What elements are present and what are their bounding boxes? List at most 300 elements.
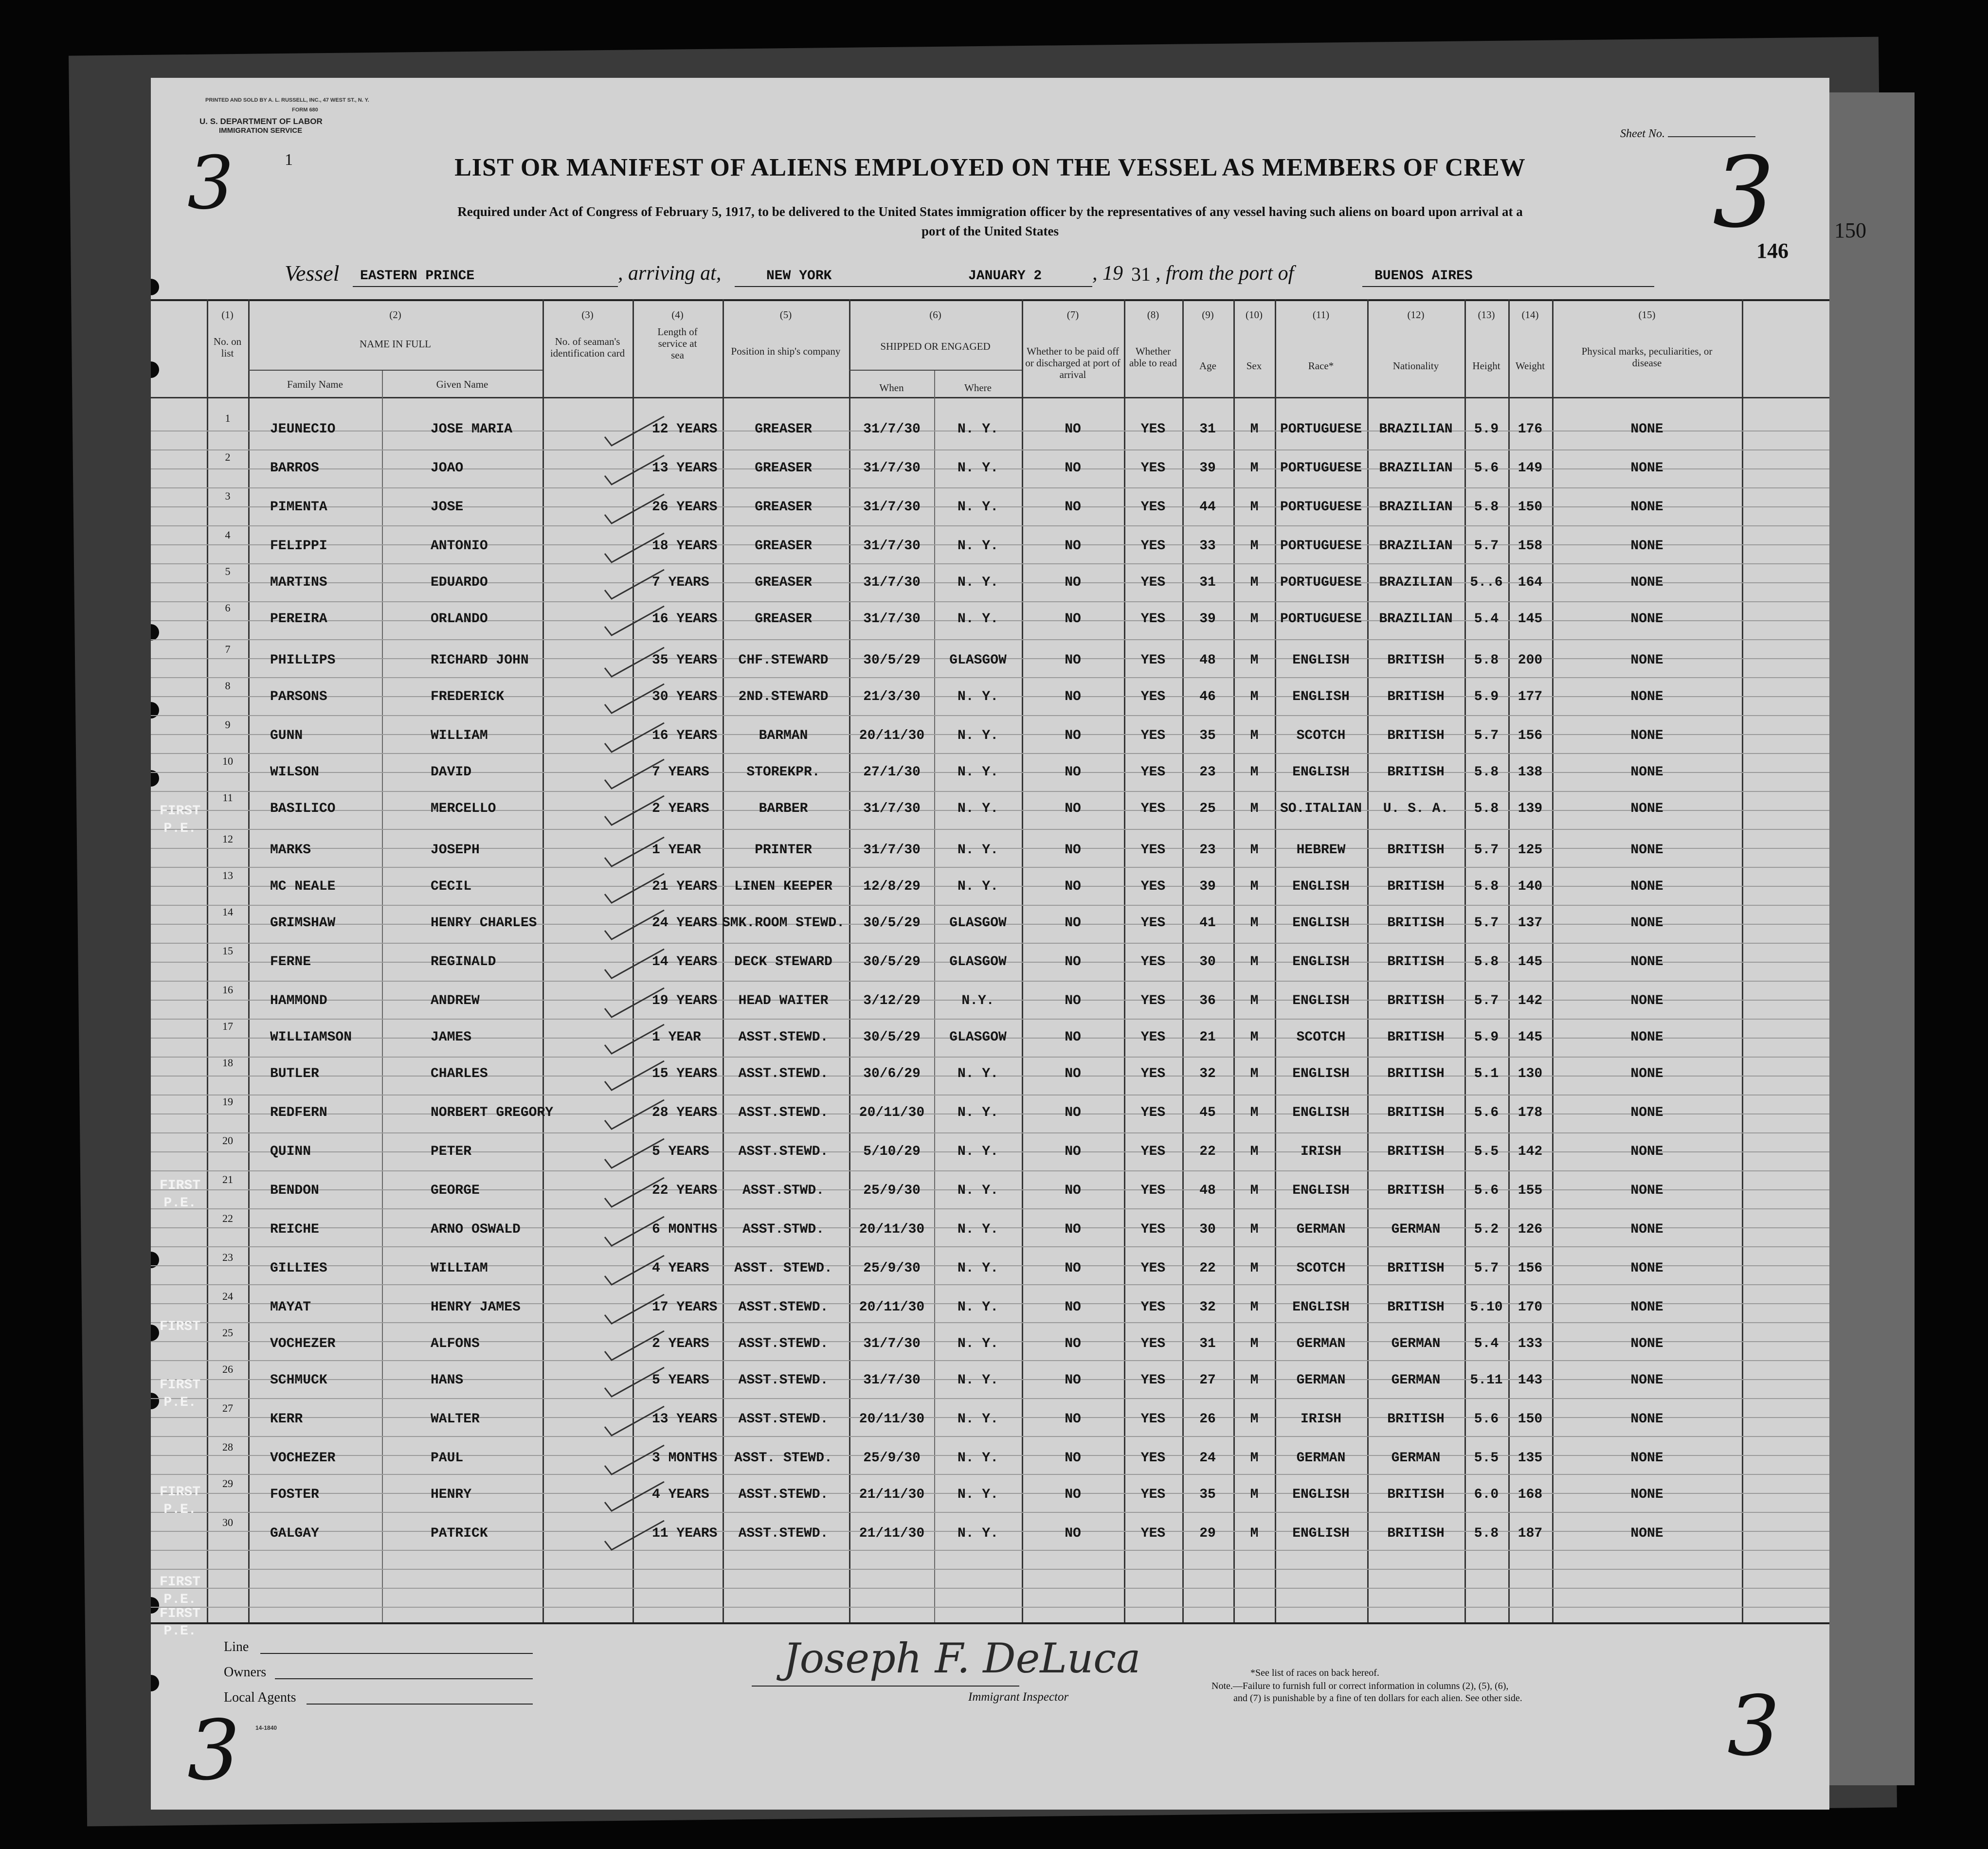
cell-able-to-read: YES xyxy=(1140,1261,1166,1276)
ruled-line xyxy=(151,715,1829,716)
cell-service: 16 YEARS xyxy=(652,728,718,743)
punch-hole xyxy=(151,1675,159,1691)
cell-when: 20/11/30 xyxy=(859,728,925,743)
signature-rule xyxy=(752,1686,1019,1687)
cell-where: N. Y. xyxy=(957,1144,999,1159)
cell-weight: 187 xyxy=(1518,1526,1543,1541)
cell-physical-marks: NONE xyxy=(1630,461,1663,476)
header-col7-num: (7) xyxy=(1066,309,1079,321)
check-mark-icon xyxy=(601,1328,669,1362)
footer-agents-rule xyxy=(307,1704,533,1705)
header-col5-num: (5) xyxy=(779,309,792,321)
cell-where: N. Y. xyxy=(957,1451,999,1466)
cell-service: 1 YEAR xyxy=(652,843,701,858)
cell-age: 46 xyxy=(1199,689,1216,704)
column-divider xyxy=(1275,299,1276,1622)
punch-hole xyxy=(151,361,159,378)
cell-position: ASST.STEWD. xyxy=(738,1526,829,1541)
corner-number-bottom-left: 3 xyxy=(187,1703,240,1799)
cell-nationality: BRAZILIAN xyxy=(1379,422,1453,437)
check-mark-icon xyxy=(601,413,669,448)
cell-nationality: BRITISH xyxy=(1387,954,1445,969)
corner-number-top-left: 3 xyxy=(187,141,234,226)
cell-weight: 145 xyxy=(1518,954,1543,969)
cell-position: GREASER xyxy=(755,539,812,554)
cell-paid-off: NO xyxy=(1065,1183,1081,1198)
cell-given-name: HENRY CHARLES xyxy=(431,916,537,931)
cell-no: 22 xyxy=(222,1212,233,1224)
margin-note xyxy=(156,803,204,838)
cell-weight: 133 xyxy=(1518,1336,1543,1351)
cell-race: ENGLISH xyxy=(1292,1487,1350,1502)
cell-no: 7 xyxy=(225,643,231,655)
cell-race: GERMAN xyxy=(1296,1451,1346,1466)
cell-position: BARMAN xyxy=(759,728,808,743)
cell-given-name: PETER xyxy=(431,1144,472,1159)
cell-sex: M xyxy=(1250,1487,1259,1502)
cell-when: 31/7/30 xyxy=(863,1373,921,1388)
cell-no: 18 xyxy=(222,1057,233,1069)
cell-nationality: BRITISH xyxy=(1387,879,1445,894)
cell-age: 45 xyxy=(1199,1105,1216,1120)
cell-when: 20/11/30 xyxy=(859,1412,925,1427)
cell-no: 4 xyxy=(225,529,231,541)
vessel-name: EASTERN PRINCE xyxy=(360,269,475,284)
ruled-line xyxy=(151,943,1829,944)
cell-given-name: REGINALD xyxy=(431,954,496,969)
cell-physical-marks: NONE xyxy=(1630,728,1663,743)
cell-service: 5 YEARS xyxy=(652,1373,709,1388)
cell-position: SMK.ROOM STEWD. xyxy=(722,916,845,931)
ruled-line xyxy=(151,449,1829,450)
cell-race: ENGLISH xyxy=(1292,1526,1350,1541)
footer-agents-label: Local Agents xyxy=(224,1690,296,1705)
cell-sex: M xyxy=(1250,1105,1259,1120)
cell-sex: M xyxy=(1250,422,1259,437)
cell-no: 11 xyxy=(222,791,233,804)
ruled-line xyxy=(151,791,1829,792)
cell-physical-marks: NONE xyxy=(1630,1526,1663,1541)
margin-note-line-2: P.E. xyxy=(163,1624,197,1639)
cell-where: N. Y. xyxy=(957,1487,999,1502)
cell-height: 5.6 xyxy=(1474,1412,1499,1427)
header-where: Where xyxy=(964,382,992,394)
cell-race: GERMAN xyxy=(1296,1336,1346,1351)
cell-position: ASST.STEWD. xyxy=(738,1144,829,1159)
cell-race: ENGLISH xyxy=(1292,1066,1350,1081)
cell-physical-marks: NONE xyxy=(1630,653,1663,668)
cell-physical-marks: NONE xyxy=(1630,1373,1663,1388)
cell-nationality: BRITISH xyxy=(1387,843,1445,858)
cell-weight: 177 xyxy=(1518,689,1543,704)
cell-sex: M xyxy=(1250,1373,1259,1388)
cell-when: 20/11/30 xyxy=(859,1105,925,1120)
cell-position: ASST. STEWD. xyxy=(734,1261,832,1276)
cell-nationality: BRITISH xyxy=(1387,689,1445,704)
cell-weight: 145 xyxy=(1518,1030,1543,1045)
cell-height: 5.8 xyxy=(1474,765,1499,780)
cell-sex: M xyxy=(1250,611,1259,627)
cell-position: 2ND.STEWARD xyxy=(738,689,829,704)
margin-note-line-1: FIRST xyxy=(159,1485,200,1500)
cell-age: 22 xyxy=(1199,1261,1216,1276)
footer-note-penalty-2: and (7) is punishable by a fine of ten dollars for each alien. See other side. xyxy=(1233,1693,1522,1704)
punch-hole xyxy=(151,279,159,295)
cell-given-name: PAUL xyxy=(431,1451,464,1466)
cell-weight: 168 xyxy=(1518,1487,1543,1502)
cell-race: SCOTCH xyxy=(1296,1261,1346,1276)
cell-service: 11 YEARS xyxy=(652,1526,718,1541)
header-col15: Physical marks, peculiarities, or disease xyxy=(1581,345,1713,369)
cell-nationality: BRITISH xyxy=(1387,1183,1445,1198)
cell-height: 5.10 xyxy=(1470,1300,1503,1315)
cell-service: 17 YEARS xyxy=(652,1300,718,1315)
check-mark-icon xyxy=(601,1214,669,1248)
cell-weight: 138 xyxy=(1518,765,1543,780)
cell-race: ENGLISH xyxy=(1292,689,1350,704)
page-number-146: 146 xyxy=(1756,239,1789,263)
cell-able-to-read: YES xyxy=(1140,801,1166,816)
cell-family-name: MARTINS xyxy=(270,575,327,590)
cell-physical-marks: NONE xyxy=(1630,500,1663,515)
cell-weight: 178 xyxy=(1518,1105,1543,1120)
cell-height: 5.7 xyxy=(1474,843,1499,858)
cell-age: 24 xyxy=(1199,1451,1216,1466)
cell-no: 29 xyxy=(222,1477,233,1490)
cell-sex: M xyxy=(1250,1300,1259,1315)
cell-family-name: MC NEALE xyxy=(270,879,336,894)
cell-able-to-read: YES xyxy=(1140,1526,1166,1541)
margin-note-line-1: FIRST xyxy=(159,1606,200,1621)
cell-physical-marks: NONE xyxy=(1630,765,1663,780)
cell-service: 22 YEARS xyxy=(652,1183,718,1198)
ruled-line xyxy=(151,487,1829,488)
cell-nationality: BRITISH xyxy=(1387,1066,1445,1081)
cell-given-name: FREDERICK xyxy=(431,689,505,704)
cell-weight: 140 xyxy=(1518,879,1543,894)
ruled-line xyxy=(151,563,1829,564)
cell-given-name: WILLIAM xyxy=(431,728,488,743)
cell-when: 31/7/30 xyxy=(863,1336,921,1351)
ruled-line xyxy=(151,905,1829,906)
cell-given-name: JAMES xyxy=(431,1030,472,1045)
cell-race: PORTUGUESE xyxy=(1280,422,1362,437)
cell-sex: M xyxy=(1250,689,1259,704)
cell-service: 12 YEARS xyxy=(652,422,718,437)
column-divider xyxy=(723,299,724,1622)
cell-paid-off: NO xyxy=(1065,954,1081,969)
cell-where: N. Y. xyxy=(957,422,999,437)
header-col12: Nationality xyxy=(1392,360,1439,372)
cell-able-to-read: YES xyxy=(1140,954,1166,969)
cell-no: 6 xyxy=(225,602,231,614)
margin-note-line-2: P.E. xyxy=(163,1502,197,1517)
cell-sex: M xyxy=(1250,1183,1259,1198)
cell-position: ASST.STEWD. xyxy=(738,1412,829,1427)
cell-height: 5.8 xyxy=(1474,653,1499,668)
cell-able-to-read: YES xyxy=(1140,765,1166,780)
cell-age: 22 xyxy=(1199,1144,1216,1159)
cell-age: 31 xyxy=(1199,1336,1216,1351)
cell-position: GREASER xyxy=(755,575,812,590)
cell-service: 24 YEARS xyxy=(652,916,718,931)
cell-position: ASST.STEWD. xyxy=(738,1487,829,1502)
cell-given-name: RICHARD JOHN xyxy=(431,653,529,668)
cell-paid-off: NO xyxy=(1065,611,1081,627)
margin-note-line-2: P.E. xyxy=(163,1196,197,1211)
cell-paid-off: NO xyxy=(1065,1373,1081,1388)
header-col11-num: (11) xyxy=(1312,309,1330,321)
cell-weight: 170 xyxy=(1518,1300,1543,1315)
cell-age: 30 xyxy=(1199,1222,1216,1237)
cell-family-name: WILLIAMSON xyxy=(270,1030,352,1045)
cell-where: N. Y. xyxy=(957,539,999,554)
column-divider xyxy=(934,370,935,1622)
cell-age: 26 xyxy=(1199,1412,1216,1427)
cell-position: ASST.STWD. xyxy=(742,1222,825,1237)
cell-family-name: PEREIRA xyxy=(270,611,327,627)
cell-able-to-read: YES xyxy=(1140,916,1166,931)
cell-where: N. Y. xyxy=(957,689,999,704)
date-underline xyxy=(932,286,1092,287)
cell-position: ASST.STEWD. xyxy=(738,1300,829,1315)
cell-position: DECK STEWARD xyxy=(734,954,832,969)
cell-weight: 156 xyxy=(1518,728,1543,743)
check-mark-icon xyxy=(601,491,669,525)
cell-service: 4 YEARS xyxy=(652,1261,709,1276)
cell-when: 31/7/30 xyxy=(863,801,921,816)
cell-physical-marks: NONE xyxy=(1630,1336,1663,1351)
ruled-line xyxy=(151,1170,1829,1171)
cell-paid-off: NO xyxy=(1065,993,1081,1008)
cell-where: GLASGOW xyxy=(949,954,1007,969)
cell-height: 5.6 xyxy=(1474,1105,1499,1120)
cell-family-name: VOCHEZER xyxy=(270,1336,336,1351)
ruled-line xyxy=(151,1057,1829,1058)
cell-when: 21/11/30 xyxy=(859,1526,925,1541)
cell-given-name: WILLIAM xyxy=(431,1261,488,1276)
header-family-name: Family Name xyxy=(287,378,343,390)
cell-age: 39 xyxy=(1199,879,1216,894)
cell-physical-marks: NONE xyxy=(1630,1144,1663,1159)
cell-paid-off: NO xyxy=(1065,1300,1081,1315)
cell-service: 2 YEARS xyxy=(652,1336,709,1351)
ruled-line xyxy=(151,1512,1829,1513)
cell-where: N. Y. xyxy=(957,1105,999,1120)
cell-given-name: ARNO OSWALD xyxy=(431,1222,521,1237)
check-mark-icon xyxy=(601,567,669,601)
cell-age: 48 xyxy=(1199,1183,1216,1198)
cell-position: GREASER xyxy=(755,461,812,476)
cell-physical-marks: NONE xyxy=(1630,611,1663,627)
inspector-title: Immigrant Inspector xyxy=(968,1690,1069,1704)
cell-where: N. Y. xyxy=(957,1222,999,1237)
cell-where: N. Y. xyxy=(957,500,999,515)
cell-age: 23 xyxy=(1199,843,1216,858)
cell-able-to-read: YES xyxy=(1140,1222,1166,1237)
header-col1-num: (1) xyxy=(221,309,234,321)
ruled-line xyxy=(151,1132,1829,1133)
cell-race: PORTUGUESE xyxy=(1280,461,1362,476)
cell-weight: 135 xyxy=(1518,1451,1543,1466)
check-mark-icon xyxy=(601,1058,669,1092)
cell-when: 30/6/29 xyxy=(863,1066,921,1081)
cell-able-to-read: YES xyxy=(1140,575,1166,590)
cell-no: 8 xyxy=(225,680,231,692)
column-divider xyxy=(1182,299,1184,1622)
cell-height: 5.7 xyxy=(1474,728,1499,743)
cell-service: 1 YEAR xyxy=(652,1030,701,1045)
cell-no: 28 xyxy=(222,1441,233,1453)
cell-age: 41 xyxy=(1199,916,1216,931)
cell-nationality: BRAZILIAN xyxy=(1379,575,1453,590)
margin-note-line-2: P.E. xyxy=(163,821,197,836)
check-mark-icon xyxy=(601,1403,669,1437)
cell-nationality: BRAZILIAN xyxy=(1379,461,1453,476)
cell-given-name: JOSE MARIA xyxy=(431,422,513,437)
cell-family-name: MARKS xyxy=(270,843,311,858)
column-divider xyxy=(248,299,250,1622)
cell-able-to-read: YES xyxy=(1140,689,1166,704)
cell-when: 31/7/30 xyxy=(863,500,921,515)
printer-credit: PRINTED AND SOLD BY A. L. RUSSELL, INC., 47 WEST ST., N. Y. xyxy=(205,97,369,103)
cell-given-name: JOSEPH xyxy=(431,843,480,858)
cell-physical-marks: NONE xyxy=(1630,1183,1663,1198)
cell-service: 26 YEARS xyxy=(652,500,718,515)
cell-service: 30 YEARS xyxy=(652,689,718,704)
cell-sex: M xyxy=(1250,461,1259,476)
check-mark-icon xyxy=(601,793,669,827)
cell-where: GLASGOW xyxy=(949,1030,1007,1045)
ruled-line xyxy=(151,1246,1829,1247)
header-col3: No. of seaman's identification card xyxy=(550,336,625,359)
cell-physical-marks: NONE xyxy=(1630,916,1663,931)
cell-height: 5.6 xyxy=(1474,461,1499,476)
check-mark-icon xyxy=(601,1022,669,1056)
cell-nationality: BRITISH xyxy=(1387,1526,1445,1541)
header-divider xyxy=(151,397,1829,398)
cell-no: 19 xyxy=(222,1095,233,1108)
cell-age: 31 xyxy=(1199,422,1216,437)
cell-no: 20 xyxy=(222,1134,233,1147)
footer-owners-rule xyxy=(275,1678,533,1679)
cell-when: 27/1/30 xyxy=(863,765,921,780)
column-divider xyxy=(1022,299,1023,1622)
cell-sex: M xyxy=(1250,539,1259,554)
cell-weight: 164 xyxy=(1518,575,1543,590)
cell-where: N. Y. xyxy=(957,728,999,743)
check-mark-icon xyxy=(601,946,669,980)
margin-note xyxy=(156,1605,204,1640)
cell-sex: M xyxy=(1250,1451,1259,1466)
cell-when: 25/9/30 xyxy=(863,1451,921,1466)
cell-no: 13 xyxy=(222,869,233,881)
table-bottom-border xyxy=(151,1622,1829,1624)
cell-paid-off: NO xyxy=(1065,461,1081,476)
cell-family-name: GALGAY xyxy=(270,1526,319,1541)
cell-family-name: GRIMSHAW xyxy=(270,916,336,931)
cell-sex: M xyxy=(1250,843,1259,858)
column-divider xyxy=(849,299,850,1622)
cell-paid-off: NO xyxy=(1065,1144,1081,1159)
cell-family-name: HAMMOND xyxy=(270,993,327,1008)
cell-able-to-read: YES xyxy=(1140,1412,1166,1427)
cell-weight: 143 xyxy=(1518,1373,1543,1388)
cell-physical-marks: NONE xyxy=(1630,801,1663,816)
cell-age: 39 xyxy=(1199,461,1216,476)
ruled-line xyxy=(151,753,1829,754)
inspector-signature: Joseph F. DeLuca xyxy=(783,1634,1141,1682)
cell-no: 12 xyxy=(222,833,233,845)
cell-no: 14 xyxy=(222,906,233,918)
cell-paid-off: NO xyxy=(1065,539,1081,554)
cell-where: N. Y. xyxy=(957,1066,999,1081)
cell-race: GERMAN xyxy=(1296,1373,1346,1388)
column-divider xyxy=(1233,299,1235,1622)
ruled-line xyxy=(151,1208,1829,1209)
cell-race: SO.ITALIAN xyxy=(1280,801,1362,816)
cell-physical-marks: NONE xyxy=(1630,1030,1663,1045)
cell-paid-off: NO xyxy=(1065,1336,1081,1351)
cell-nationality: BRITISH xyxy=(1387,1300,1445,1315)
cell-paid-off: NO xyxy=(1065,575,1081,590)
cell-when: 20/11/30 xyxy=(859,1222,925,1237)
header-col2: NAME IN FULL xyxy=(360,338,431,350)
cell-position: CHF.STEWARD xyxy=(738,653,829,668)
header-col15-num: (15) xyxy=(1638,309,1656,321)
cell-position: ASST.STEWD. xyxy=(738,1105,829,1120)
cell-where: N. Y. xyxy=(957,1526,999,1541)
cell-when: 21/3/30 xyxy=(863,689,921,704)
ruled-line xyxy=(151,1322,1829,1323)
cell-weight: 155 xyxy=(1518,1183,1543,1198)
cell-sex: M xyxy=(1250,500,1259,515)
cell-age: 21 xyxy=(1199,1030,1216,1045)
ruled-line xyxy=(151,1398,1829,1399)
cell-service: 6 MONTHS xyxy=(652,1222,718,1237)
footer-form-code: 14-1840 xyxy=(255,1724,277,1731)
cell-paid-off: NO xyxy=(1065,422,1081,437)
margin-note-line-2: P.E. xyxy=(163,1592,197,1607)
cell-race: SCOTCH xyxy=(1296,728,1346,743)
cell-no: 2 xyxy=(225,451,231,463)
check-mark-icon xyxy=(601,1364,669,1399)
cell-given-name: DAVID xyxy=(431,765,472,780)
cell-when: 31/7/30 xyxy=(863,422,921,437)
header-col14: Weight xyxy=(1515,360,1545,372)
check-mark-icon xyxy=(601,1479,669,1513)
cell-age: 32 xyxy=(1199,1300,1216,1315)
cell-able-to-read: YES xyxy=(1140,1487,1166,1502)
cell-weight: 150 xyxy=(1518,1412,1543,1427)
cell-height: 5.8 xyxy=(1474,1526,1499,1541)
cell-weight: 142 xyxy=(1518,1144,1543,1159)
cell-sex: M xyxy=(1250,1066,1259,1081)
cell-family-name: FERNE xyxy=(270,954,311,969)
cell-family-name: QUINN xyxy=(270,1144,311,1159)
cell-weight: 149 xyxy=(1518,461,1543,476)
ruled-line xyxy=(151,601,1829,602)
cell-race: PORTUGUESE xyxy=(1280,575,1362,590)
cell-physical-marks: NONE xyxy=(1630,954,1663,969)
vessel-label: Vessel xyxy=(285,261,340,286)
cell-height: 5.8 xyxy=(1474,801,1499,816)
cell-weight: 125 xyxy=(1518,843,1543,858)
header-col9-num: (9) xyxy=(1202,309,1214,321)
cell-service: 14 YEARS xyxy=(652,954,718,969)
cell-given-name: ANDREW xyxy=(431,993,480,1008)
cell-weight: 126 xyxy=(1518,1222,1543,1237)
